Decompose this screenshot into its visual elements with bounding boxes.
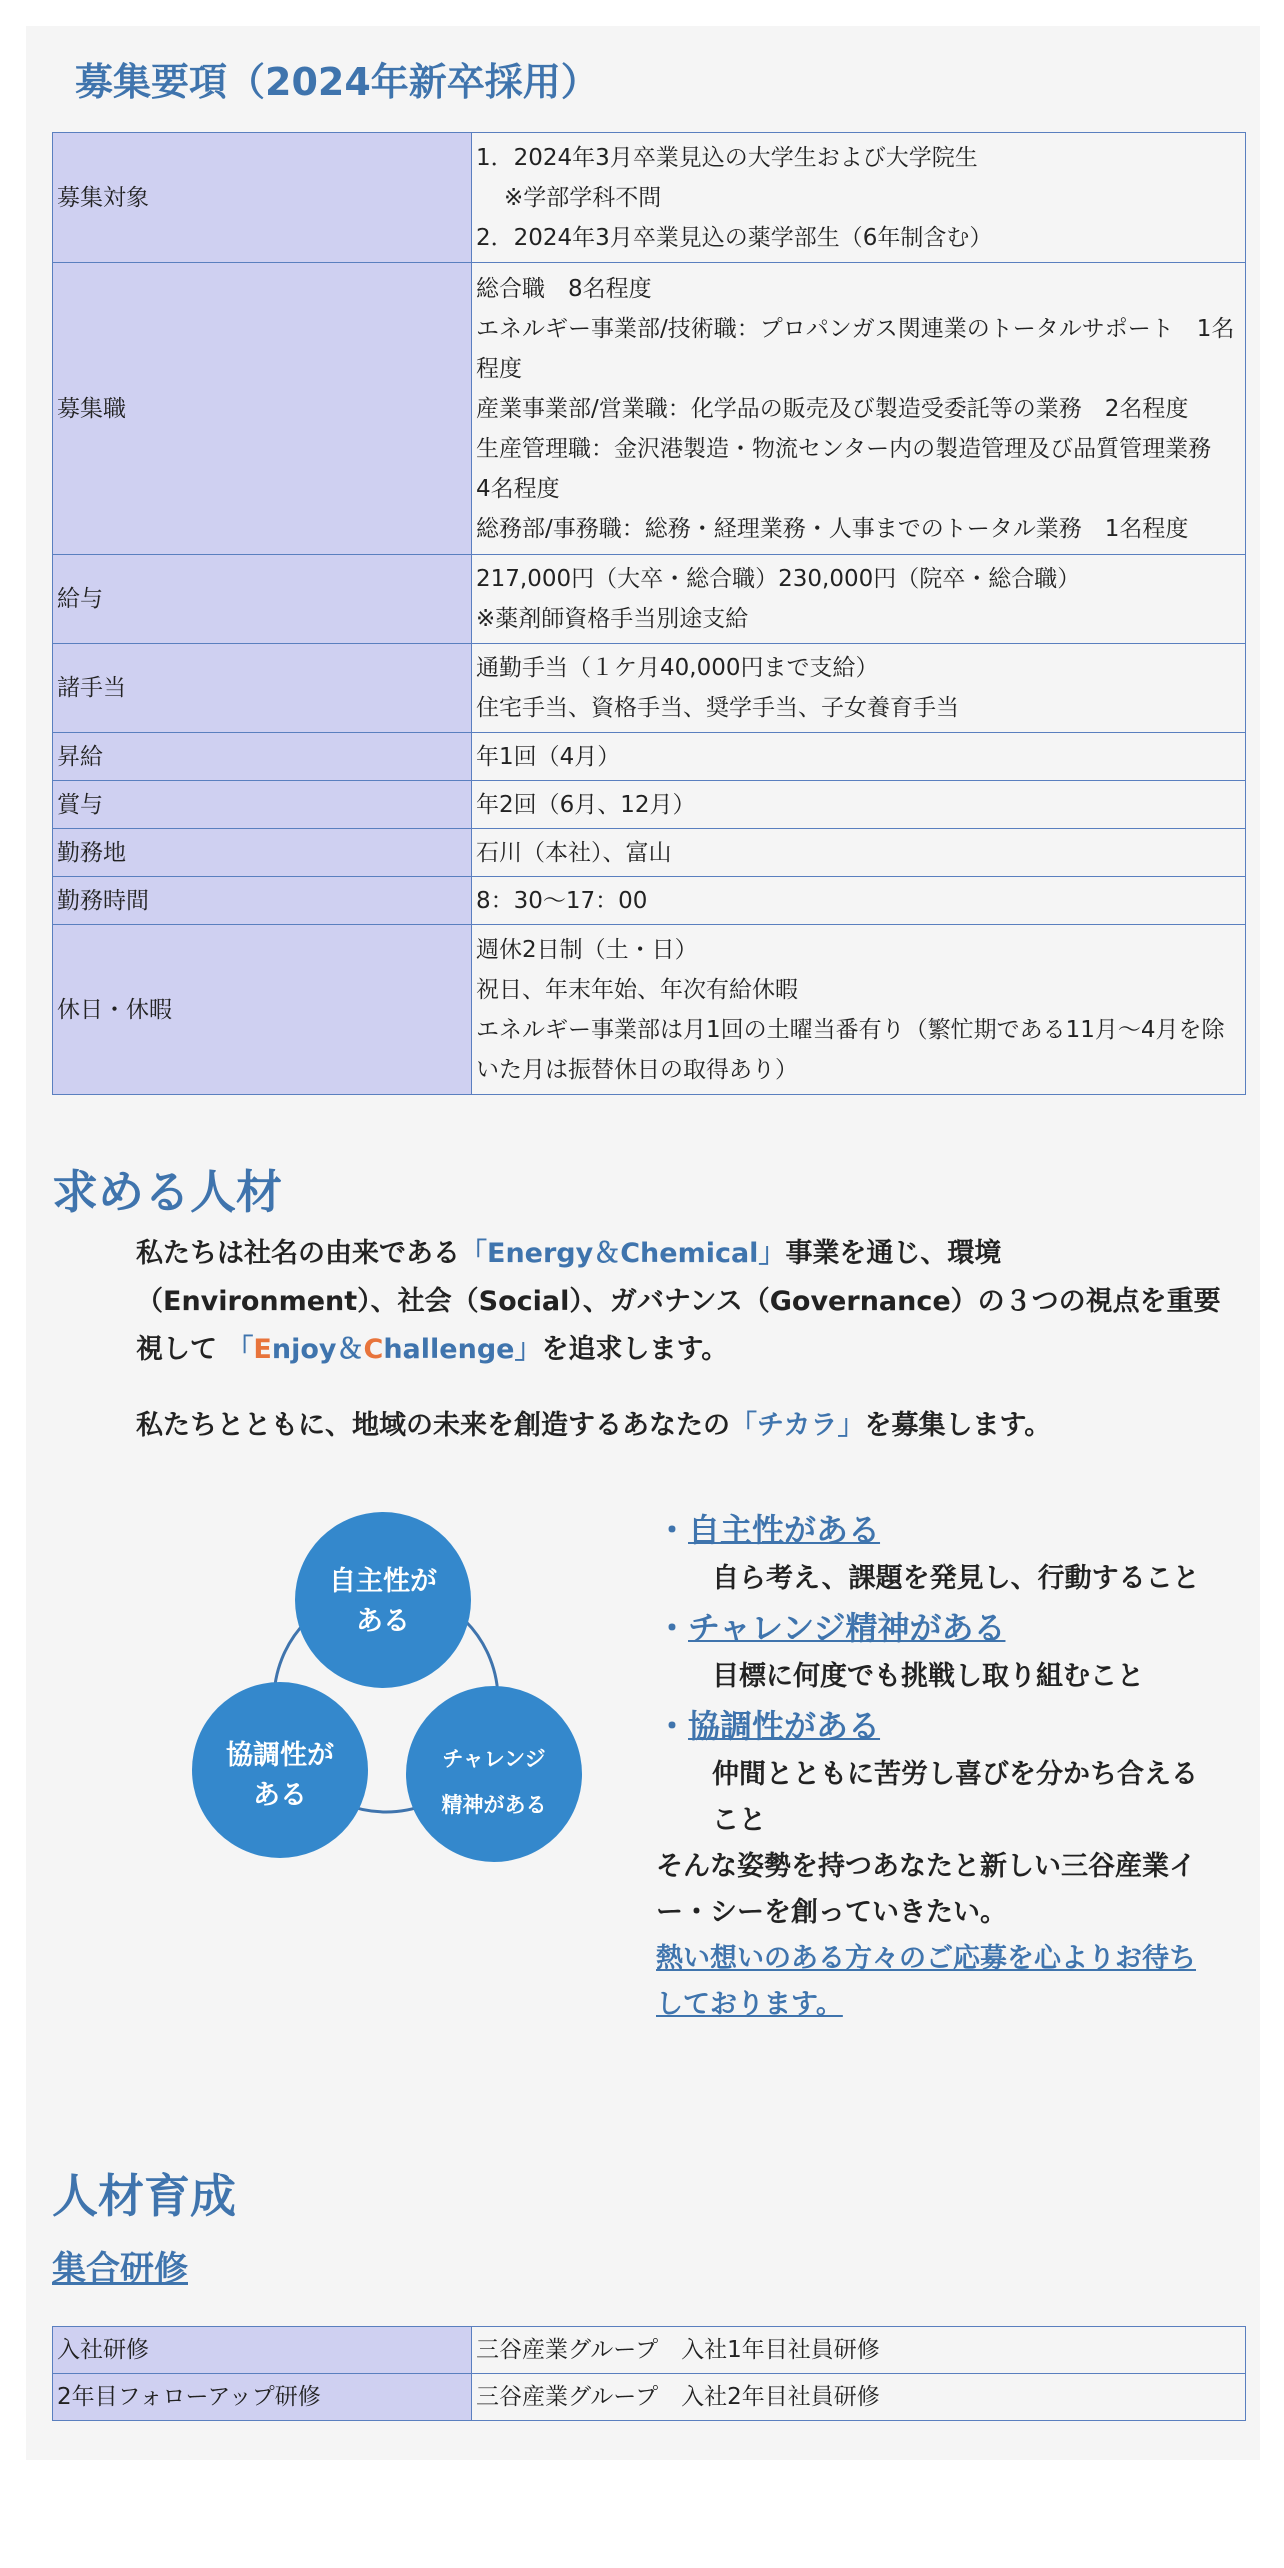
trait-list bbox=[656, 1504, 1216, 2028]
row-label: 給与 bbox=[53, 555, 472, 644]
talent-title: 求める人材 bbox=[52, 1165, 282, 1219]
value-line: ※薬剤師資格手当別途支給 bbox=[476, 606, 749, 632]
row-value: 年2回（6月、12月） bbox=[472, 781, 1246, 829]
intro-highlight-initial: E bbox=[253, 1334, 272, 1365]
value-line: ※学部学科不問 bbox=[504, 184, 662, 211]
bullet: ・ bbox=[656, 1511, 689, 1549]
table-row bbox=[53, 555, 1246, 644]
circle-challenge bbox=[406, 1686, 582, 1862]
value-line: 1．2024年3月卒業見込の大学生および大学院生 bbox=[476, 144, 978, 171]
value-line: エネルギー事業部は月1回の土曜当番有り（繁忙期である11月～4月を除いた月は振替休日の取得あり） bbox=[476, 1016, 1225, 1083]
intro-highlight: 「チカラ」 bbox=[730, 1410, 865, 1441]
intro-text: 私たちとともに、地域の未来を創造するあなたの bbox=[136, 1410, 730, 1441]
row-value bbox=[472, 133, 1246, 263]
content-panel bbox=[26, 26, 1260, 2460]
row-value bbox=[472, 555, 1246, 644]
value-line: 週休2日制（土・日） bbox=[476, 936, 698, 963]
table-row bbox=[53, 263, 1246, 555]
table-row bbox=[53, 925, 1246, 1095]
closing-statement: そんな姿勢を持つあなたと新しい三谷産業イー・シーを創っていきたい。 bbox=[656, 1851, 1196, 1928]
row-label: 2年目フォローアップ研修 bbox=[53, 2374, 472, 2421]
value-line: エネルギー事業部/技術職：プロパンガス関連業のトータルサポート 1名程度 bbox=[476, 315, 1235, 382]
trait-heading bbox=[656, 1504, 1216, 1556]
row-label: 募集職 bbox=[53, 263, 472, 555]
intro-highlight: njoy＆ bbox=[271, 1334, 364, 1365]
trait-heading bbox=[656, 1602, 1216, 1654]
trait-heading-text: 自主性がある bbox=[688, 1511, 881, 1549]
talent-intro bbox=[136, 1230, 1246, 1450]
row-value: 年1回（4月） bbox=[472, 733, 1246, 781]
row-label: 勤務地 bbox=[53, 829, 472, 877]
value-line: 総合職 8名程度 bbox=[476, 275, 652, 302]
row-label: 昇給 bbox=[53, 733, 472, 781]
training-table bbox=[52, 2326, 1246, 2421]
row-label: 入社研修 bbox=[53, 2327, 472, 2374]
application-call-link[interactable]: 熱い想いのある方々のご応募を心よりお待ちしております。 bbox=[656, 1943, 1196, 2020]
value-line: 217,000円（大卒・総合職）230,000円（院卒・総合職） bbox=[476, 566, 1081, 592]
intro-text: 私たちは社名の由来である bbox=[136, 1238, 460, 1269]
trait-description: 目標に何度でも挑戦し取り組むこと bbox=[712, 1661, 1144, 1692]
bullet: ・ bbox=[656, 1609, 689, 1647]
row-value: 8：30～17：00 bbox=[472, 877, 1246, 925]
trait-description: 自ら考え、課題を発見し、行動すること bbox=[712, 1563, 1200, 1594]
intro-highlight: hallenge」 bbox=[383, 1334, 542, 1365]
table-row bbox=[53, 644, 1246, 733]
table-row bbox=[53, 133, 1246, 263]
row-label: 募集対象 bbox=[53, 133, 472, 263]
table-row bbox=[53, 733, 1246, 781]
trait-heading-text: チャレンジ精神がある bbox=[688, 1609, 1006, 1647]
circle-autonomy-label: ある bbox=[356, 1606, 410, 1637]
recruit-title: 募集要項（2024年新卒採用） bbox=[75, 60, 599, 104]
row-label: 休日・休暇 bbox=[53, 925, 472, 1095]
value-line: 祝日、年末年始、年次有給休暇 bbox=[476, 976, 798, 1003]
bullet: ・ bbox=[656, 1707, 689, 1745]
row-value: 石川（本社）、富山 bbox=[472, 829, 1246, 877]
intro-highlight: 「 bbox=[226, 1334, 254, 1365]
value-line: 産業事業部/営業職：化学品の販売及び製造受委託等の業務 2名程度 bbox=[476, 395, 1189, 422]
value-line: 生産管理職：金沢港製造・物流センター内の製造管理及び品質管理業務 4名程度 bbox=[476, 435, 1235, 502]
circle-autonomy-label: 自主性が bbox=[329, 1566, 437, 1597]
table-row bbox=[53, 2327, 1246, 2374]
value-line: 総務部/事務職：総務・経理業務・人事までのトータル業務 1名程度 bbox=[476, 515, 1189, 542]
training-title: 人材育成 bbox=[52, 2169, 236, 2223]
row-value: 三谷産業グループ 入社2年目社員研修 bbox=[472, 2374, 1246, 2421]
circle-challenge-label: 精神がある bbox=[441, 1793, 547, 1817]
row-value bbox=[472, 925, 1246, 1095]
intro-text: 事業を通じ、環境（Environment）、社会（Social）、ガバナンス（Governance）の３つの視点を重要視して bbox=[136, 1238, 1221, 1365]
value-line: 通勤手当（１ケ月40,000円まで支給） bbox=[476, 655, 879, 681]
table-row bbox=[53, 877, 1246, 925]
recruit-table bbox=[52, 132, 1246, 1095]
circle-challenge-label: チャレンジ bbox=[442, 1747, 546, 1771]
table-row bbox=[53, 2374, 1246, 2421]
row-value bbox=[472, 644, 1246, 733]
table-row bbox=[53, 781, 1246, 829]
circle-cooperation-label: ある bbox=[253, 1780, 307, 1811]
row-value bbox=[472, 263, 1246, 555]
row-label: 諸手当 bbox=[53, 644, 472, 733]
trait-heading bbox=[656, 1700, 1216, 1752]
table-row bbox=[53, 829, 1246, 877]
intro-text: を追求します。 bbox=[541, 1334, 729, 1365]
value-line: 住宅手当、資格手当、奨学手当、子女養育手当 bbox=[476, 695, 959, 721]
intro-paragraph-1 bbox=[136, 1230, 1246, 1374]
intro-highlight: 「Energy＆Chemical」 bbox=[460, 1238, 786, 1269]
circle-autonomy bbox=[295, 1512, 471, 1688]
intro-paragraph-2 bbox=[136, 1402, 1246, 1450]
row-value: 三谷産業グループ 入社1年目社員研修 bbox=[472, 2327, 1246, 2374]
training-table-clip bbox=[52, 2326, 1248, 2422]
circle-cooperation-label: 協調性が bbox=[226, 1740, 334, 1771]
training-subtitle: 集合研修 bbox=[52, 2249, 188, 2289]
intro-text: を募集します。 bbox=[864, 1410, 1052, 1441]
row-label: 勤務時間 bbox=[53, 877, 472, 925]
intro-highlight-initial: C bbox=[363, 1334, 384, 1365]
row-label: 賞与 bbox=[53, 781, 472, 829]
trait-description: 仲間とともに苦労し喜びを分かち合えること bbox=[712, 1759, 1198, 1836]
trait-circles-diagram bbox=[176, 1510, 596, 1886]
value-line: 2．2024年3月卒業見込の薬学部生（6年制含む） bbox=[476, 224, 993, 251]
trait-heading-text: 協調性がある bbox=[688, 1707, 881, 1745]
